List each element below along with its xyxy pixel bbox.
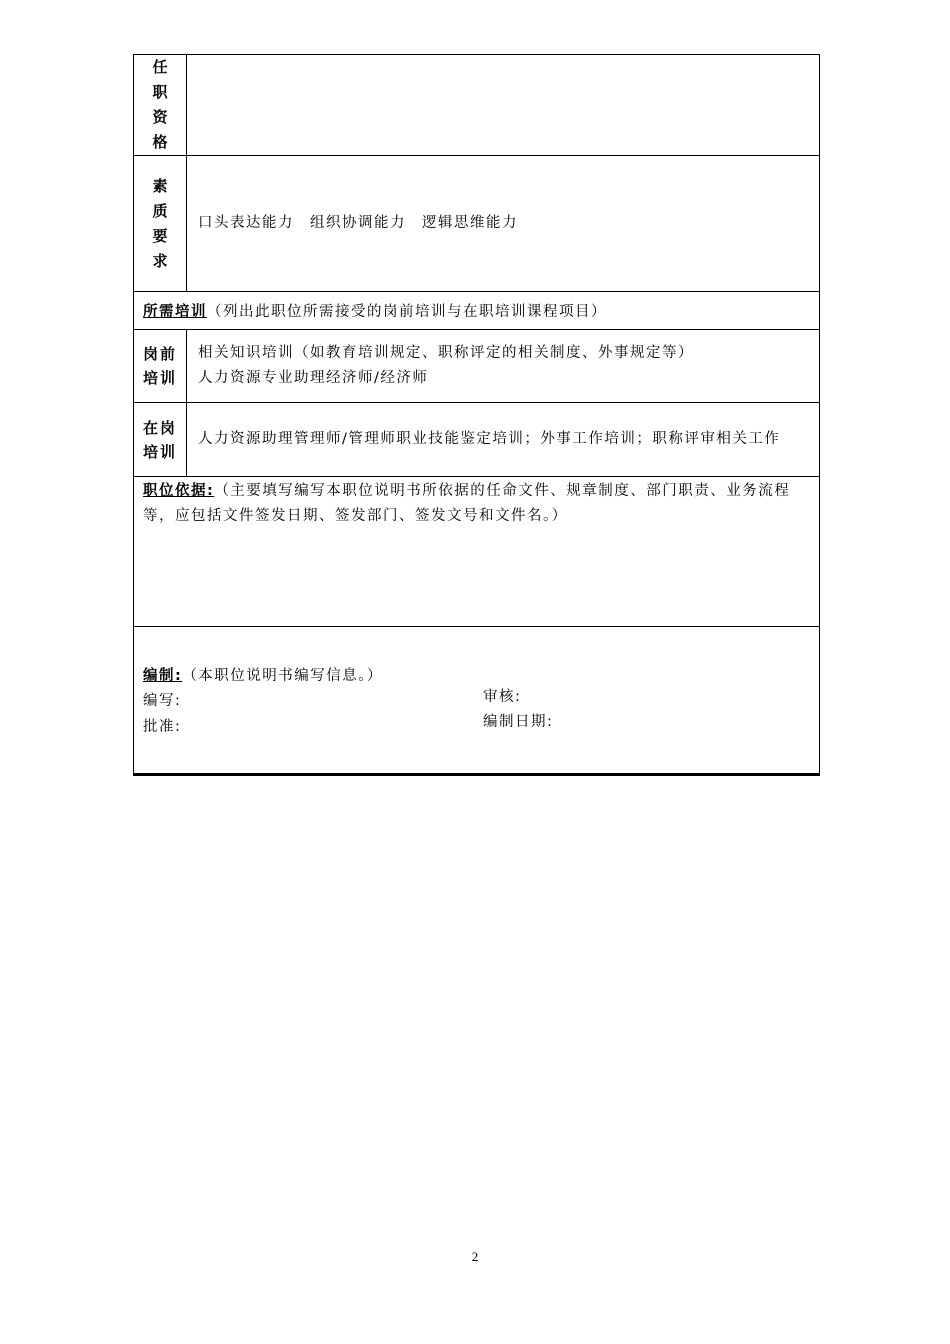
compilation-row[interactable]: [134, 627, 819, 774]
on-job-training-label-line: 在岗: [142, 418, 177, 437]
training-header-note: （列出此职位所需接受的岗前培训与在职培训课程项目）: [207, 304, 607, 320]
pre-job-training-label-line: 培训: [142, 369, 177, 387]
competency-row: [134, 156, 819, 292]
on-job-training-row: [134, 403, 819, 477]
qualification-content[interactable]: [187, 55, 819, 155]
compilation-fields: [143, 689, 810, 741]
pre-job-training-label-line: 岗前: [142, 345, 177, 363]
compilation-heading: [143, 664, 810, 689]
job-description-table: [133, 54, 820, 776]
competency-label-char: 要: [152, 226, 168, 245]
compilation-note: （本职位说明书编写信息。）: [182, 668, 384, 684]
basis-line: [143, 479, 810, 504]
page-number: 2: [471, 1249, 479, 1264]
qualification-label: [134, 55, 187, 155]
competency-text: 口头表达能力 组织协调能力 逻辑思维能力: [198, 215, 518, 231]
pre-job-training-label: [134, 330, 187, 402]
qualification-label-char: 任: [152, 58, 168, 76]
on-job-training-label: [134, 403, 187, 476]
qualification-label-char: 格: [152, 133, 168, 151]
training-header-row: [134, 292, 819, 330]
on-job-training-label-line: 培训: [142, 442, 177, 461]
date-label: 编制日期:: [483, 714, 554, 730]
pre-job-training-row: [134, 330, 819, 403]
pre-job-training-line: 人力资源专业助理经济师/经济师: [198, 370, 429, 386]
pre-job-training-content[interactable]: [187, 330, 819, 402]
basis-title: 职位依据:: [143, 483, 215, 499]
reviewer-label: 审核:: [483, 689, 522, 705]
basis-text-2: 等，应包括文件签发日期、签发部门、签发文号和文件名。）: [143, 508, 568, 524]
training-header-title: 所需培训: [143, 304, 207, 320]
qualification-label-char: 职: [152, 83, 168, 101]
qualification-label-char: 资: [152, 108, 168, 126]
basis-row[interactable]: [134, 477, 819, 627]
qualification-row: [134, 55, 819, 156]
pre-job-training-line: 相关知识培训（如教育培训规定、职称评定的相关制度、外事规定等）: [198, 345, 694, 361]
competency-content[interactable]: [187, 156, 819, 291]
compilation-title: 编制:: [143, 668, 183, 684]
competency-label-char: 素: [152, 176, 168, 195]
on-job-training-line: 人力资源助理管理师/管理师职业技能鉴定培训；外事工作培训；职称评审相关工作: [198, 431, 781, 447]
competency-label: [134, 156, 187, 291]
competency-label-char: 质: [152, 201, 168, 220]
competency-label-char: 求: [152, 251, 168, 270]
basis-text-1: （主要填写编写本职位说明书所依据的任命文件、规章制度、部门职责、业务流程: [214, 483, 791, 499]
writer-label: 编写:: [143, 693, 182, 709]
on-job-training-content[interactable]: [187, 403, 819, 476]
approver-label: 批准:: [143, 719, 182, 735]
